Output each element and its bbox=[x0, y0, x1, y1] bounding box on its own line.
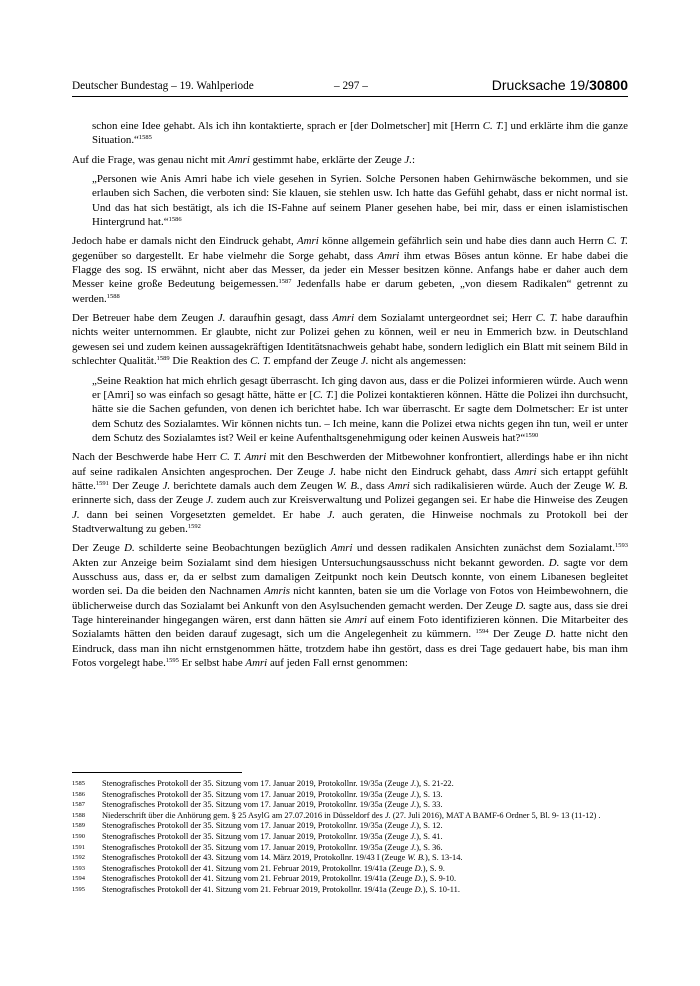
footnote-text: Stenografisches Protokoll der 35. Sitzung vom 17. Januar 2019, Protokollnr. 19/35a (Zeuge J.), S. 13. bbox=[102, 789, 443, 799]
footnote bbox=[72, 832, 628, 843]
page-header bbox=[72, 77, 628, 97]
footnote-number: 1589 bbox=[72, 822, 85, 830]
header-parliament-period: Deutscher Bundestag – 19. Wahlperiode bbox=[72, 80, 254, 92]
footnote-text: Stenografisches Protokoll der 35. Sitzung vom 17. Januar 2019, Protokollnr. 19/35a (Zeuge J.), S. 12. bbox=[102, 821, 443, 831]
body-paragraph: Jedoch habe er damals nicht den Eindruck gehabt, Amri könne allgemein gefährlich sein und habe dies dann auch Herrn C. T. gegenüber so dargestellt. Er habe vielmehr die Sorge gehabt, dass Amri ihm etwas Böses antun könne. Er habe dabei die Flagge des sog. IS erwähnt, nicht aber das Messer, da jeder ein Messer besitzen könne. Anfangs habe er daher auch dem Messer keine große Bedeutung beigemessen.$^{1587}$ Jedenfalls habe er darum gebeten, „von diesem Radikalen“ getrennt zu werden.$^{1588}$ bbox=[72, 235, 629, 305]
footnote-number: 1591 bbox=[72, 843, 85, 851]
footnote-number: 1593 bbox=[72, 864, 85, 872]
footnote bbox=[72, 800, 628, 811]
footnote-text: Stenografisches Protokoll der 43. Sitzung vom 14. März 2019, Protokollnr. 19/43 I (Zeuge W. B.), S. 13-14. bbox=[102, 853, 463, 863]
document-number-value: 30800 bbox=[589, 77, 628, 93]
footnote bbox=[72, 885, 628, 896]
footnote bbox=[72, 811, 628, 822]
footnote bbox=[72, 790, 628, 801]
footnote bbox=[72, 874, 628, 885]
body-paragraph: Nach der Beschwerde habe Herr C. T. Amri mit den Beschwerden der Mitbewohner konfrontiert, allerdings habe er ihn nicht auf seine radikalen Ansichten angesprochen. Der Zeuge J. habe nicht den Eindruck gehabt, dass Amri sich ertappt gefühlt hätte.$^{1591}$ Der Zeuge J. berichtete damals auch dem Zeugen W. B., dass Amri sich radikalisieren würde. Auch der Zeuge W. B. erinnerte sich, dass der Zeuge J. zudem auch zur Kreisverwaltung und Polizei gegangen sei. Er habe die Hinweise des Zeugen J. dann bei seinen Vorgesetzten gemeldet. Er habe J. auch geraten, die Hinweise nochmals zu Protokoll bei der Stadtverwaltung zu geben.$^{1592}$ bbox=[72, 451, 629, 535]
footnote bbox=[72, 821, 628, 832]
document-number bbox=[492, 77, 628, 93]
footnote bbox=[72, 779, 628, 790]
footnote-number: 1586 bbox=[72, 790, 85, 798]
quote-paragraph: „Personen wie Anis Amri habe ich viele gesehen in Syrien. Solche Personen haben Gehirnwäsche bekommen, und sie erlauben sich Sachen, die verboten sind: Sie klauen, sie stehlen usw. Ich hatte das Gefühl gehabt, dass er nicht normal ist. Und das hat sich bestätigt, als ich die IS-Fahne auf seinem Planer gesehen habe, bei mir, dass er einen islamistischen Hintergrund hat.“$^{1586}$ bbox=[92, 173, 628, 229]
body-text bbox=[72, 119, 628, 675]
footnote bbox=[72, 843, 628, 854]
quote-paragraph: schon eine Idee gehabt. Als ich ihn kontaktierte, sprach er [der Dolmetscher] mit [Herrn C. T.] und erklärte ihm die ganze Situation.“$^{1585}$ bbox=[92, 120, 629, 147]
footnote-number: 1594 bbox=[72, 875, 85, 883]
body-paragraph: Auf die Frage, was genau nicht mit Amri gestimmt habe, erklärte der Zeuge J.: bbox=[72, 153, 415, 166]
footnotes bbox=[72, 779, 628, 896]
footnote-text: Stenografisches Protokoll der 35. Sitzung vom 17. Januar 2019, Protokollnr. 19/35a (Zeuge J.), S. 33. bbox=[102, 800, 443, 810]
footnote-number: 1590 bbox=[72, 832, 85, 840]
footnote bbox=[72, 853, 628, 864]
footnote-number: 1592 bbox=[72, 854, 85, 862]
quote-paragraph: „Seine Reaktion hat mich ehrlich gesagt überrascht. Ich ging davon aus, dass er die Polizei informieren würde. Auch wenn er [Amri] so was einfach so gesagt hätte, hätte er [C. T.] die Polizei kontaktieren können. Hätte die Polizei ihn durchsucht, hätte sie die Sachen gefunden, von denen ich berichtet habe. Ich war überrascht. Er sagte dem Dolmetscher: Er ist unter dem Schutz des Sozialamtes. Wir können nichts tun. – Ich meine, kann die Polizei etwa nichts gegen ihn tun, weil er unter dem Schutz des Sozialamtes ist? Weil er keine Aufenthaltsgenehmigung oder keinen Ausweis hat?“$^{1590}$ bbox=[92, 374, 628, 444]
page-number: – 297 – bbox=[334, 80, 368, 92]
footnote-number: 1587 bbox=[72, 801, 85, 809]
body-paragraph: Der Betreuer habe dem Zeugen J. daraufhin gesagt, dass Amri dem Sozialamt untergeordnet sei; Herr C. T. habe daraufhin nichts weiter unternommen. Er glaubte, nicht zur Polizei gehen zu können, weil er neu in Emmerich bzw. in Deutschland gewesen sei und zudem keinen aussagekräftigen Identitätsnachweis gehabt habe, sondern lediglich ein Blatt mit seinem Bild in schlechter Qualität.$^{1589}$ Die Reaktion des C. T. empfand der Zeuge J. nicht als angemessen: bbox=[72, 312, 628, 368]
footnote-text: Stenografisches Protokoll der 35. Sitzung vom 17. Januar 2019, Protokollnr. 19/35a (Zeuge J.), S. 41. bbox=[102, 831, 443, 841]
footnote-text: Stenografisches Protokoll der 41. Sitzung vom 21. Februar 2019, Protokollnr. 19/41a (Zeuge D.), S. 9-10. bbox=[102, 874, 457, 884]
footnote-text: Stenografisches Protokoll der 41. Sitzung vom 21. Februar 2019, Protokollnr. 19/41a (Zeuge D.), S. 9. bbox=[102, 863, 445, 873]
document-number-prefix: Drucksache 19/ bbox=[491, 77, 590, 93]
body-paragraph: Der Zeuge D. schilderte seine Beobachtungen bezüglich Amri und dessen radikalen Ansichten zunächst dem Sozialamt.$^{1593}$ Akten zur Anzeige beim Sozialamt sind dem hiesigen Untersuchungsausschuss nicht bekannt geworden. D. sagte vor dem Ausschuss aus, dass er, da er selbst zum damaligen Zeitpunkt noch kein Deutsch konnte, von einem Libanesen begleitet worden sei. Da die beiden den Nachnamen Amris nicht kannten, baten sie um die Vorlage von Fotos von Heimbewohnern, die üblicherweise durch das Sozialamt bei Ankunft von den Asylsuchenden gemacht werden. Der Zeuge D. sagte aus, dass sie drei Tage hintereinander hingegangen wären, erst dann hätten sie Amri auf einem Foto identifizieren können. Die Mitarbeiter des Sozialamts hätten den beiden darauf zugesagt, sich um die Angelegenheit zu kümmern. $^{1594}$ Der Zeuge D. hatte nicht den Eindruck, dass man ihn nicht ernstgenommen hätte, trotzdem habe ihn gestört, dass es drei Tage gedauert habe, bis man ihm Fotos vorgelegt habe.$^{1595}$ Er selbst habe Amri auf jeden Fall ernst genommen: bbox=[72, 542, 629, 670]
footnote-text: Stenografisches Protokoll der 35. Sitzung vom 17. Januar 2019, Protokollnr. 19/35a (Zeuge J.), S. 36. bbox=[102, 842, 443, 852]
footnote-text: Niederschrift über die Anhörung gem. § 25 AsylG am 27.07.2016 in Düsseldorf des J. (27. Juli 2016), MAT A BAMF-6 Ordner 5, Bl. 9- 13 (11-12) . bbox=[102, 810, 601, 820]
footnote bbox=[72, 864, 628, 875]
footnote-text: Stenografisches Protokoll der 41. Sitzung vom 21. Februar 2019, Protokollnr. 19/41a (Zeuge D.), S. 10-11. bbox=[102, 884, 460, 894]
footnote-number: 1585 bbox=[72, 780, 85, 787]
footnote-number: 1588 bbox=[72, 811, 85, 819]
footnote-text: Stenografisches Protokoll der 35. Sitzung vom 17. Januar 2019, Protokollnr. 19/35a (Zeuge J.), S. 21-22. bbox=[102, 779, 454, 788]
footnote-separator bbox=[72, 772, 242, 773]
footnote-number: 1595 bbox=[72, 885, 85, 893]
